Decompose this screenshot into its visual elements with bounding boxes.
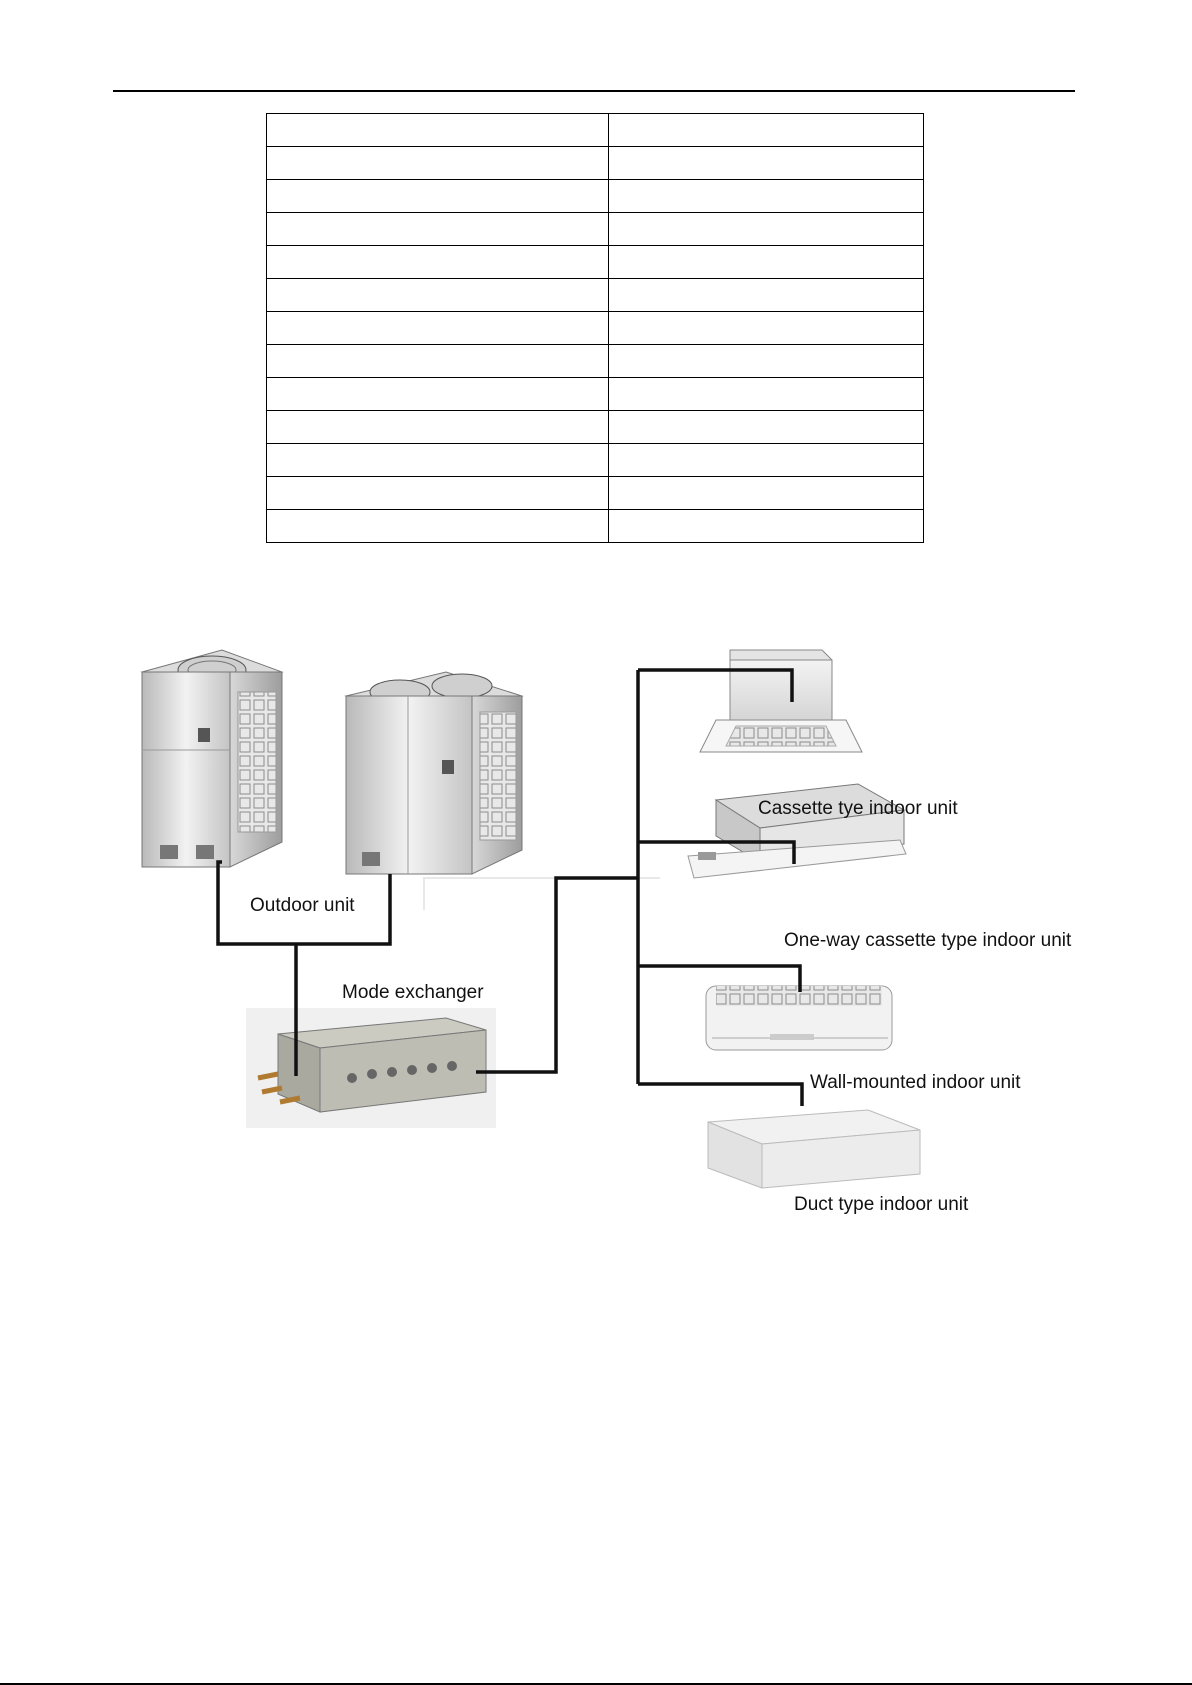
table-cell xyxy=(267,147,609,180)
mode-exchanger-label: Mode exchanger xyxy=(342,982,484,1003)
duct-indoor-unit-icon xyxy=(708,1110,920,1188)
table-cell xyxy=(267,312,609,345)
cassette-indoor-unit-icon xyxy=(700,650,862,752)
table-row xyxy=(267,312,924,345)
table-cell xyxy=(609,246,924,279)
spec-table xyxy=(266,113,924,543)
table-row xyxy=(267,345,924,378)
header-rule xyxy=(113,90,1075,92)
table-cell xyxy=(267,114,609,147)
wall-mounted-indoor-unit-icon xyxy=(706,986,892,1050)
table-row xyxy=(267,279,924,312)
table-cell xyxy=(267,510,609,543)
cassette-label: Cassette tye indoor unit xyxy=(758,798,958,819)
outdoor-unit-double-fan-icon xyxy=(346,672,522,874)
table-cell xyxy=(267,213,609,246)
table-cell xyxy=(609,180,924,213)
table-cell xyxy=(267,378,609,411)
table-cell xyxy=(267,477,609,510)
table-cell xyxy=(609,312,924,345)
table-row xyxy=(267,180,924,213)
table-row xyxy=(267,444,924,477)
table-row xyxy=(267,213,924,246)
table-cell xyxy=(609,147,924,180)
table-row xyxy=(267,378,924,411)
mode-exchanger-icon xyxy=(246,1008,496,1128)
duct-label: Duct type indoor unit xyxy=(794,1194,969,1215)
table-row xyxy=(267,114,924,147)
table-cell xyxy=(609,345,924,378)
table-cell xyxy=(609,411,924,444)
table-cell xyxy=(267,411,609,444)
table-cell xyxy=(609,213,924,246)
table-cell xyxy=(609,444,924,477)
table-row xyxy=(267,147,924,180)
table-row xyxy=(267,411,924,444)
table-cell xyxy=(267,444,609,477)
outdoor-unit-single-fan-icon xyxy=(142,650,282,867)
wall-mounted-label: Wall-mounted indoor unit xyxy=(810,1072,1021,1093)
table-cell xyxy=(609,114,924,147)
table-cell xyxy=(609,279,924,312)
one-way-cassette-label: One-way cassette type indoor unit xyxy=(784,930,1072,951)
table-cell xyxy=(267,246,609,279)
table-row xyxy=(267,510,924,543)
system-diagram xyxy=(0,600,1192,1240)
table-cell xyxy=(267,180,609,213)
table-row xyxy=(267,477,924,510)
outdoor-unit-label: Outdoor unit xyxy=(250,895,355,916)
table-row xyxy=(267,246,924,279)
table-cell xyxy=(609,510,924,543)
table-cell xyxy=(609,378,924,411)
table-cell xyxy=(267,345,609,378)
table-cell xyxy=(609,477,924,510)
table-cell xyxy=(267,279,609,312)
